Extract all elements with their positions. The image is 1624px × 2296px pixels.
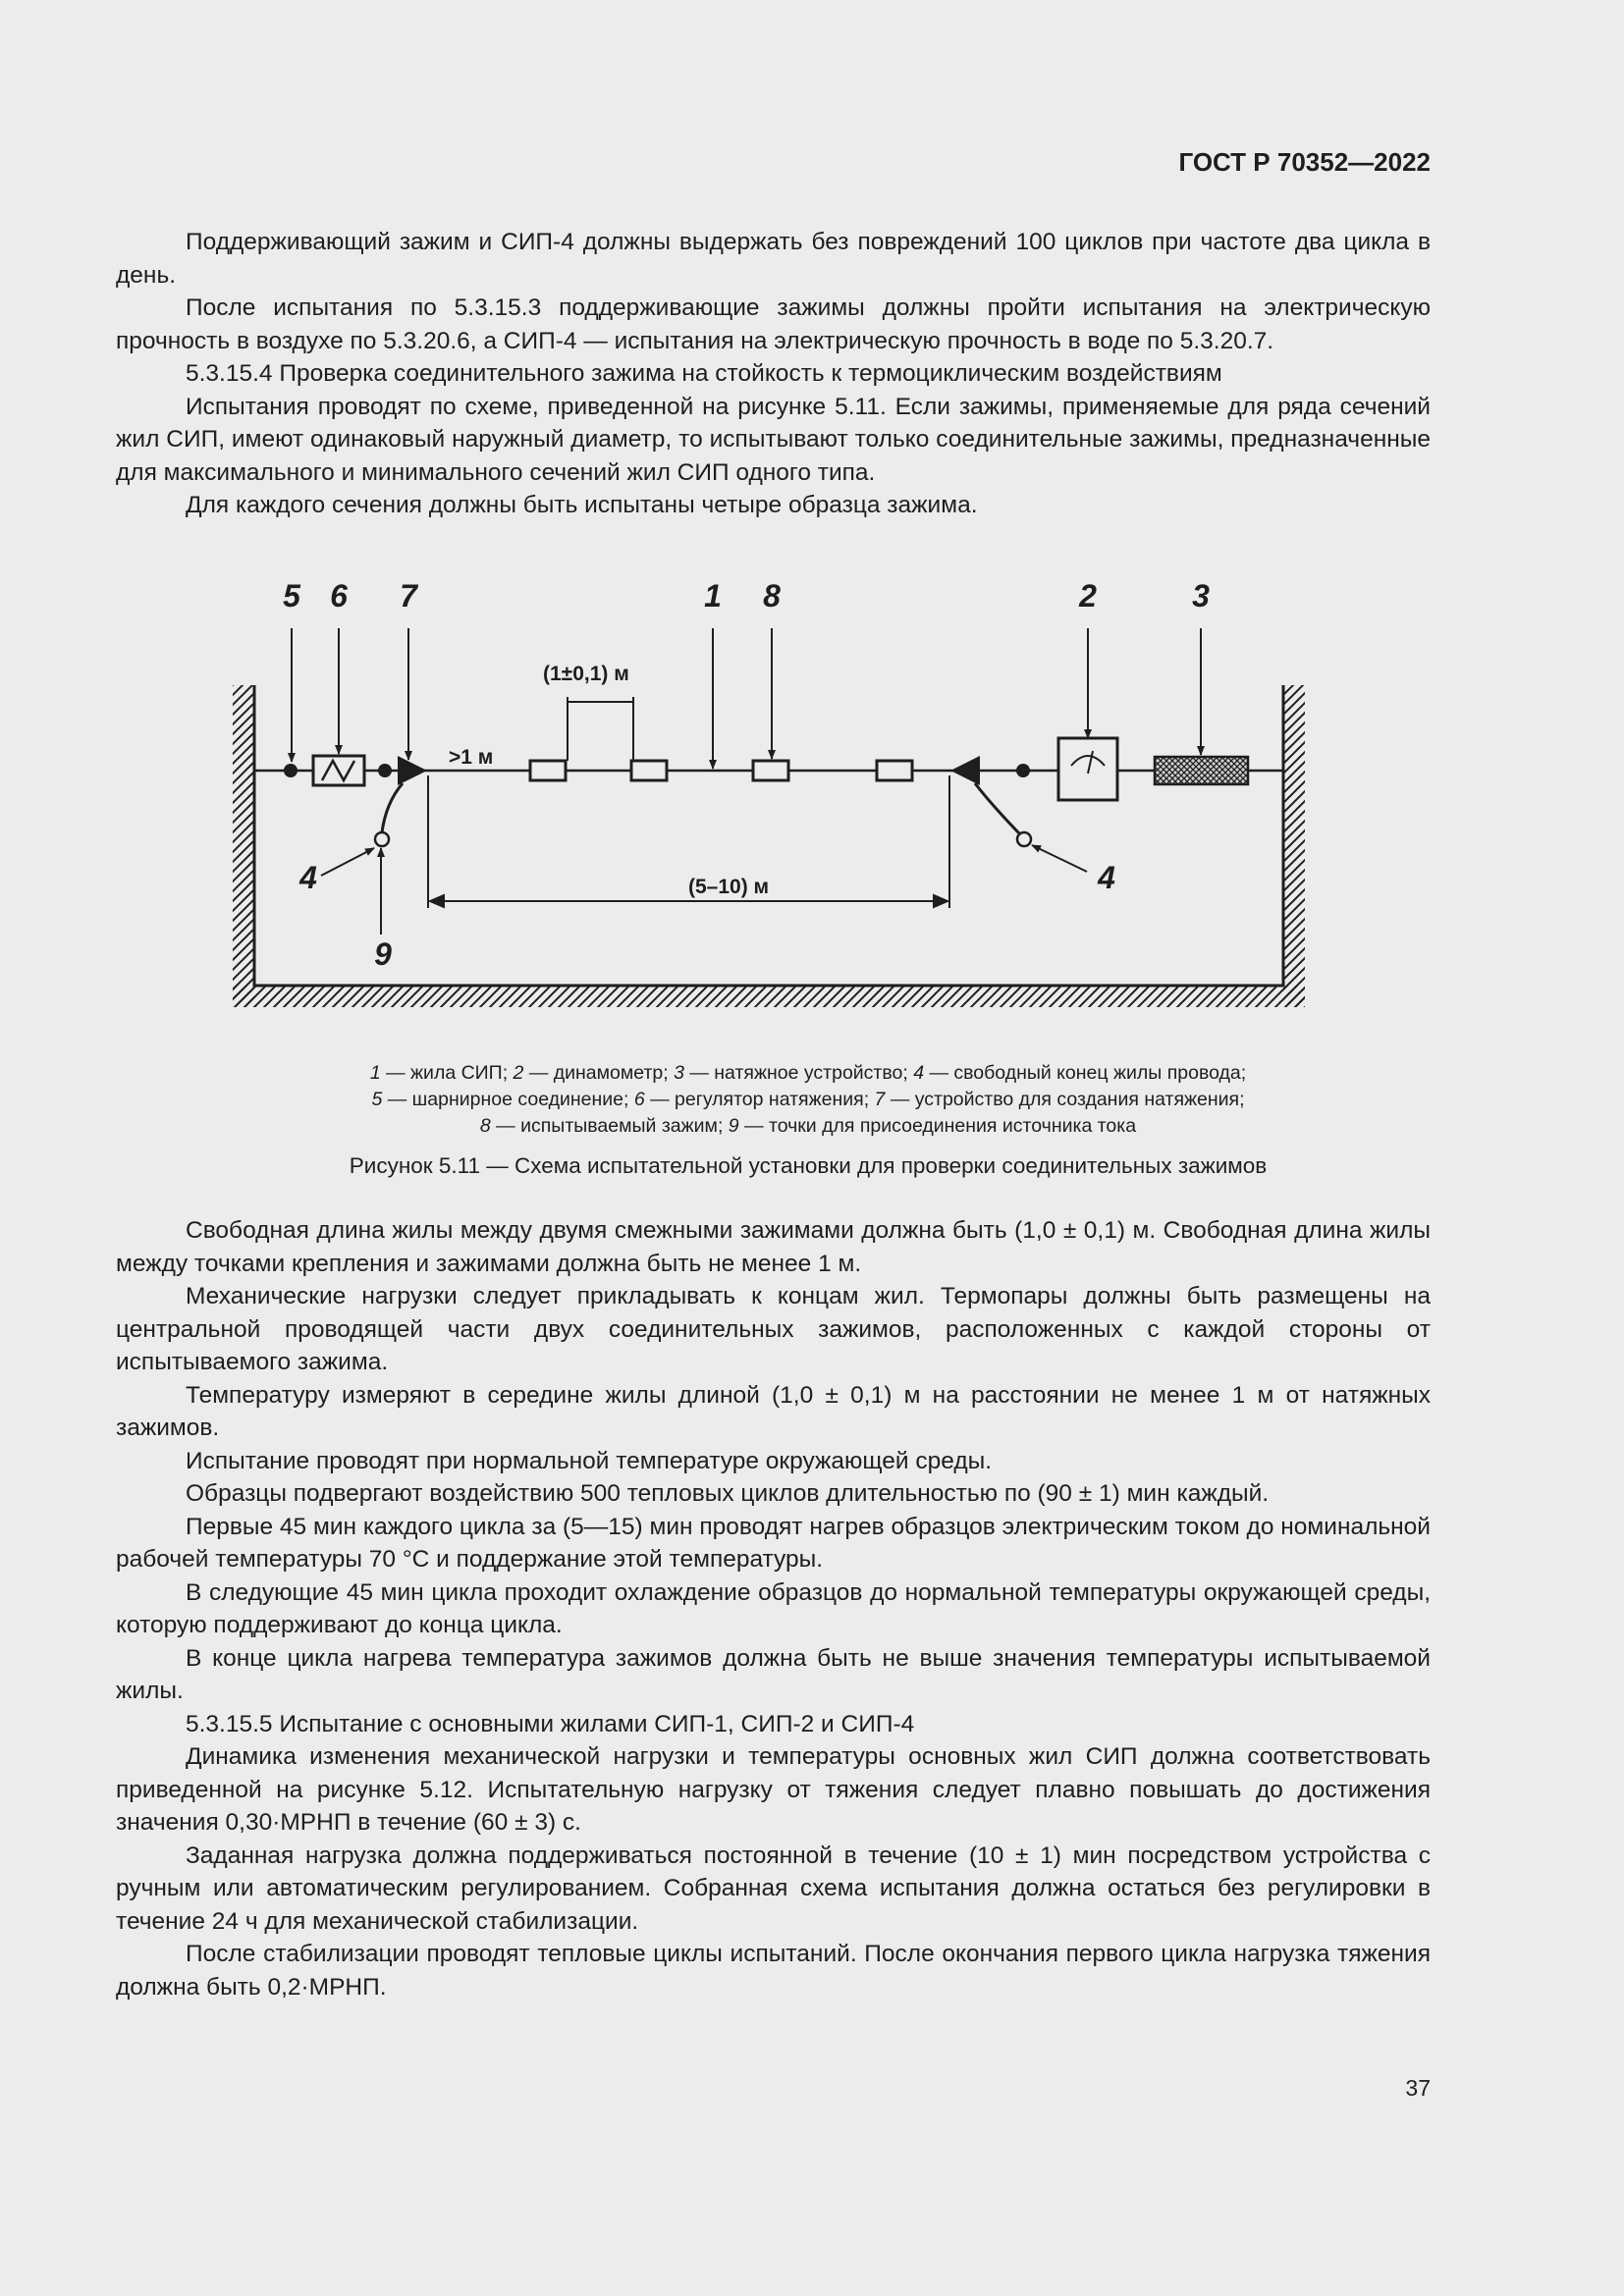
paragraph: Заданная нагрузка должна поддерживаться постоянной в течение (10 ± 1) мин посредством устройства с ручным или автоматическим регулированием. Собранная схема испытания должна остаться без регулировки в течение 24 ч для механической стабилизации. xyxy=(116,1842,1431,1935)
dimension-label-total-span: (5–10) м xyxy=(688,876,770,898)
legend-line: 5 — шарнирное соединение; 6 — регулятор натяжения; 7 — устройство для создания натяжения; xyxy=(371,1089,1245,1110)
callout-4-left: 4 xyxy=(299,860,317,895)
dynamometer xyxy=(1058,738,1117,800)
paragraph: Поддерживающий зажим и СИП-4 должны выдержать без повреждений 100 циклов при частоте два цикла в день. xyxy=(116,229,1431,289)
tensioning-device-right xyxy=(950,756,980,785)
callout-7: 7 xyxy=(400,578,417,614)
paragraph: В конце цикла нагрева температура зажимов должна быть не выше значения температуры испытываемой жилы. xyxy=(116,1644,1431,1704)
paragraph: В следующие 45 мин цикла проходит охлаждение образцов до нормальной температуры окружающей среды, которую поддерживают до конца цикла. xyxy=(116,1578,1431,1638)
hinge-joint-left xyxy=(284,764,298,777)
current-source-point-right xyxy=(1017,832,1031,846)
test-frame xyxy=(233,685,1305,1007)
tension-regulator xyxy=(313,756,364,785)
callout-4-right: 4 xyxy=(1098,860,1115,895)
callout-8: 8 xyxy=(763,578,781,614)
joint-left xyxy=(378,764,392,777)
paragraph: Для каждого сечения должны быть испытаны четыре образца зажима. xyxy=(186,492,978,518)
dimension-label-min-length: >1 м xyxy=(449,746,494,769)
paragraph: После испытания по 5.3.15.3 поддерживающие зажимы должны пройти испытания на электрическую прочность в воздухе по 5.3.20.6, а СИП-4 — испытания на электрическую прочность в воде по 5.3.20.7. xyxy=(116,294,1431,354)
free-conductor-end-left xyxy=(382,783,403,832)
text-block-bottom xyxy=(116,1214,1431,2003)
figure-legend xyxy=(116,1060,1500,1140)
text-block-top xyxy=(116,226,1431,522)
dimension-label-clamp-span: (1±0,1) м xyxy=(543,663,629,685)
callout-2: 2 xyxy=(1079,578,1097,614)
clamp xyxy=(530,761,566,780)
callout-1: 1 xyxy=(704,578,722,614)
paragraph: Температуру измеряют в середине жилы длиной (1,0 ± 0,1) м на расстоянии не менее 1 м от натяжных зажимов. xyxy=(116,1381,1431,1441)
legend-line: 8 — испытываемый зажим; 9 — точки для присоединения источника тока xyxy=(479,1115,1137,1137)
paragraph: Испытание проводят при нормальной температуре окружающей среды. xyxy=(186,1447,993,1474)
paragraph: Динамика изменения механической нагрузки и температуры основных жил СИП должна соответствовать приведенной на рисунке 5.12. Испытательную нагрузку от тяжения следует плавно повышать до достижения значения 0,30·МРНП в течение (60 ± 3) с. xyxy=(116,1743,1431,1836)
paragraph: Первые 45 мин каждого цикла за (5—15) мин проводят нагрев образцов электрическим током до номинальной рабочей температуры 70 °С и поддержание этой температуры. xyxy=(116,1513,1431,1573)
section-heading-5-3-15-4: 5.3.15.4 Проверка соединительного зажима на стойкость к термоциклическим воздействиям xyxy=(186,360,1222,387)
paragraph: После стабилизации проводят тепловые циклы испытаний. После окончания первого цикла нагрузка тяжения должна быть 0,2·МРНП. xyxy=(116,1941,1431,2001)
clamp xyxy=(631,761,667,780)
callout-3: 3 xyxy=(1192,578,1210,614)
callout-5: 5 xyxy=(283,578,300,614)
tested-clamp xyxy=(753,761,788,780)
joint-right xyxy=(1016,764,1030,777)
clamp xyxy=(877,761,912,780)
paragraph: Образцы подвергают воздействию 500 тепловых циклов длительностью по (90 ± 1) мин каждый. xyxy=(186,1480,1270,1507)
callout-6: 6 xyxy=(330,578,348,614)
callout-9: 9 xyxy=(374,936,392,972)
free-conductor-end-right xyxy=(975,783,1020,834)
legend-line: 1 — жила СИП; 2 — динамометр; 3 — натяжное устройство; 4 — свободный конец жилы провода; xyxy=(369,1062,1247,1084)
paragraph: Испытания проводят по схеме, приведенной на рисунке 5.11. Если зажимы, применяемые для ряда сечений жил СИП, имеют одинаковый наружный диаметр, то испытывают только соединительные зажимы, предназначенные для максимального и минимального сечений жил СИП одного типа. xyxy=(116,393,1431,486)
tension-device xyxy=(1155,757,1248,784)
figure-caption: Рисунок 5.11 — Схема испытательной установки для проверки соединительных зажимов xyxy=(349,1153,1268,1178)
section-heading-5-3-15-5: 5.3.15.5 Испытание с основными жилами СИП-1, СИП-2 и СИП-4 xyxy=(186,1710,915,1737)
current-source-point xyxy=(375,832,389,846)
document-header xyxy=(0,147,1431,178)
paragraph: Механические нагрузки следует прикладывать к концам жил. Термопары должны быть размещены на центральной проводящей части двух соединительных зажимов, расположенных с каждой стороны от испытываемого зажима. xyxy=(116,1283,1431,1375)
paragraph: Свободная длина жилы между двумя смежными зажимами должна быть (1,0 ± 0,1) м. Свободная длина жилы между точками крепления и зажимами должна быть не менее 1 м. xyxy=(116,1217,1431,1277)
standard-id: ГОСТ Р 70352—2022 xyxy=(1178,147,1431,177)
test-setup-diagram xyxy=(221,569,1330,1026)
tensioning-device-left xyxy=(398,756,427,785)
page-number: 37 xyxy=(1405,2075,1431,2101)
